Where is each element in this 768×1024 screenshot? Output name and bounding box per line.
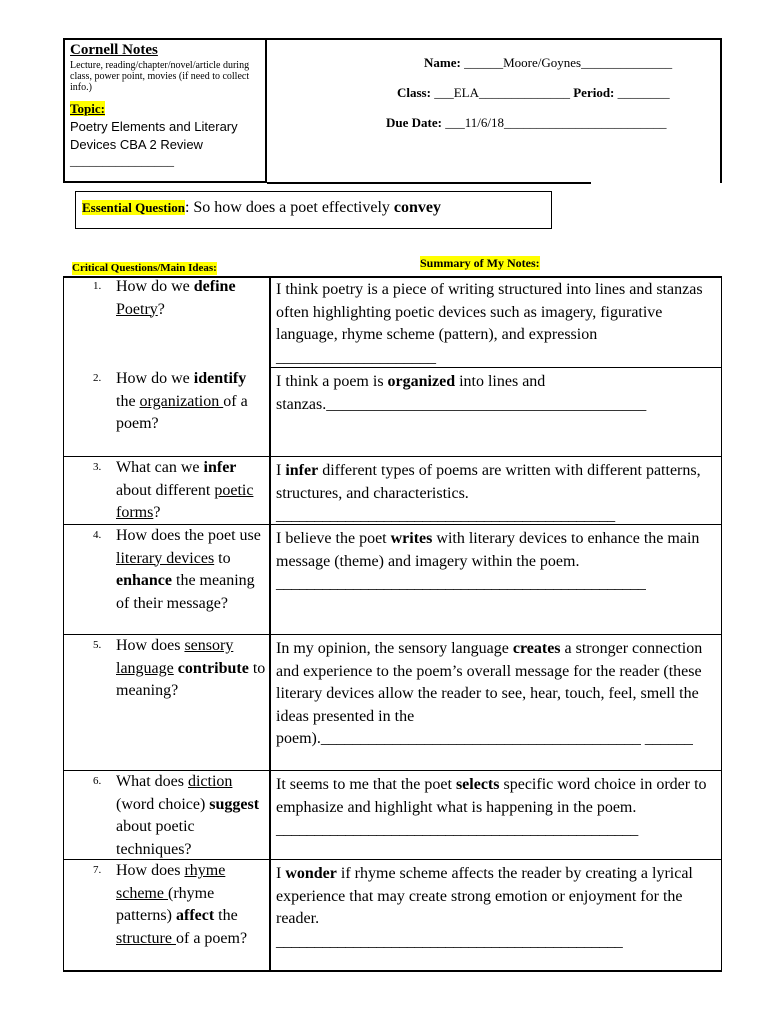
question-text	[116, 457, 268, 525]
q-part: the meaning of their message?	[116, 572, 255, 612]
q-part: How do we	[116, 278, 194, 295]
header-left-cell	[63, 38, 267, 183]
essential-question-box	[75, 191, 552, 229]
question-text	[116, 635, 268, 703]
a-keyword: selects	[455, 776, 500, 793]
name-field	[424, 55, 672, 71]
q-underlined: poetic forms	[116, 481, 254, 521]
summary-heading: Summary of My Notes:	[420, 256, 540, 270]
q-underlined: sensory language	[116, 637, 234, 677]
q-underlined: structure	[116, 929, 176, 947]
question-text	[116, 525, 268, 615]
a-part: if rhyme scheme affects the reader by creating a lyrical experience that may create strong emotion or enjoyment for the reader.	[276, 865, 693, 927]
essential-question-label: Essential Question	[82, 200, 185, 215]
answer-blank-line: ____________________________________________	[276, 507, 615, 524]
essential-question-text: : So how does a poet effectively	[184, 199, 394, 216]
summary-text	[276, 460, 718, 528]
question-number: 7.	[93, 864, 102, 876]
summary-text	[276, 279, 718, 369]
due-date-value: ___11/6/18_________________________	[445, 115, 667, 130]
essential-question-bold: convey	[393, 199, 442, 216]
a-part: I believe the poet	[276, 530, 391, 547]
q-underlined: literary devices	[116, 549, 215, 567]
a-part: It seems to me that the poet	[276, 776, 456, 793]
topic-line-1: Poetry Elements and Literary	[70, 119, 238, 134]
topic-line-2: Devices CBA 2 Review	[70, 137, 203, 152]
summary-text	[276, 528, 718, 596]
period-label: Period:	[573, 85, 615, 100]
a-keyword: writes	[390, 530, 433, 547]
q-keyword: define	[193, 278, 236, 295]
q-underlined: rhyme scheme	[116, 862, 226, 902]
q-part: ?	[157, 300, 165, 318]
due-date-field	[386, 115, 666, 131]
summary-text	[276, 638, 718, 751]
q-part: (word choice)	[116, 795, 210, 813]
q-part: to meaning?	[116, 659, 266, 699]
a-keyword: infer	[285, 462, 319, 479]
a-keyword: wonder	[285, 865, 337, 882]
header-box	[63, 38, 722, 185]
answer-blank-line: _______________________________________________	[276, 821, 638, 838]
q-part: to	[214, 549, 231, 567]
topic-blank: ________________	[70, 153, 174, 168]
q-underlined: Poetry	[116, 300, 158, 318]
q-part: about different	[116, 481, 215, 499]
q-keyword: infer	[203, 459, 237, 476]
name-label: Name:	[424, 55, 461, 70]
due-date-label: Due Date:	[386, 115, 442, 130]
table-row	[63, 457, 722, 525]
cornell-notes-title: Cornell Notes	[70, 42, 158, 58]
period-value: ________	[617, 85, 670, 100]
a-keyword: creates	[512, 640, 561, 657]
name-value: ______Moore/Goynes______________	[464, 55, 673, 70]
q-part: of a poem?	[175, 929, 248, 947]
q-part: How does the poet use	[116, 527, 261, 544]
q-part: of a poem?	[116, 392, 248, 432]
header-divider	[267, 182, 591, 184]
question-number: 6.	[93, 775, 102, 787]
table-row	[63, 368, 722, 457]
summary-text	[276, 371, 718, 416]
q-part: the	[116, 392, 140, 410]
a-part: different types of poems are written with different patterns, structures, and characteristics.	[276, 462, 701, 502]
q-part: (rhyme patterns)	[116, 884, 215, 924]
q-part: ?	[153, 504, 161, 521]
topic-label: Topic:	[70, 101, 105, 116]
question-text	[116, 276, 268, 321]
notes-table	[63, 276, 722, 972]
question-number: 4.	[93, 529, 102, 541]
critical-questions-heading: Critical Questions/Main Ideas:	[72, 262, 217, 274]
table-bottom-border	[63, 970, 722, 972]
question-number: 2.	[93, 372, 102, 384]
a-part: I	[276, 865, 286, 882]
q-keyword: suggest	[209, 795, 260, 813]
q-part: What does	[116, 773, 188, 790]
q-part: How does	[116, 637, 185, 654]
table-row	[63, 635, 722, 771]
q-part: about poetic techniques?	[116, 818, 195, 858]
class-label: Class:	[397, 85, 431, 100]
answer-blank-line: _____________________________________________	[276, 932, 623, 950]
q-part: How does	[116, 862, 185, 879]
question-number: 5.	[93, 639, 102, 651]
summary-text	[276, 774, 718, 842]
a-part: with literary devices to enhance the main message (theme) and imagery within the poem.	[276, 530, 700, 570]
q-part: the	[214, 907, 238, 924]
table-row	[63, 771, 722, 860]
a-part: into lines and stanzas.________________________________________	[276, 373, 647, 413]
answer-blank-line: ________________________________________________	[276, 575, 646, 592]
question-text	[116, 860, 268, 950]
table-row	[63, 525, 722, 635]
q-keyword: contribute	[177, 659, 249, 677]
q-underlined: organization	[139, 392, 224, 410]
cornell-notes-subtitle: Lecture, reading/chapter/novel/article during class, power point, movies (if need to collect info.)	[70, 60, 250, 93]
a-part: I think a poem is	[276, 373, 388, 390]
question-number: 1.	[93, 280, 102, 292]
question-number: 3.	[93, 461, 102, 473]
q-keyword: affect	[175, 907, 215, 924]
a-part: specific word choice in order to emphasize and highlight what is happening in the poem.	[276, 776, 707, 816]
class-value: ___ELA______________	[434, 85, 570, 100]
table-row	[63, 860, 722, 972]
column-divider	[269, 276, 271, 972]
class-field	[397, 85, 670, 101]
summary-text	[276, 863, 718, 953]
q-part: What can we	[116, 459, 204, 476]
a-keyword: organized	[387, 373, 456, 390]
a-part: In my opinion, the sensory language	[276, 640, 513, 657]
a-part: I	[276, 462, 286, 479]
question-text	[116, 368, 268, 436]
table-row	[63, 276, 722, 368]
header-right-cell	[267, 38, 722, 183]
q-part: How do we	[116, 370, 194, 387]
q-keyword: enhance	[116, 572, 172, 589]
q-keyword: identify	[193, 370, 247, 387]
a-part: I think poetry is a piece of writing structured into lines and stanzas often highlighting poetic devices such as imagery, figurative language, rhyme scheme (pattern), and expression ____________________	[276, 281, 703, 366]
question-text	[116, 771, 268, 861]
q-underlined: diction	[187, 773, 233, 790]
a-part: a stronger connection and experience to the poem’s overall message for the reader (these literary devices allow the reader to see, hear, touch, feel, smell the ideas presented in the poem).________________________________________ ______	[276, 640, 703, 747]
